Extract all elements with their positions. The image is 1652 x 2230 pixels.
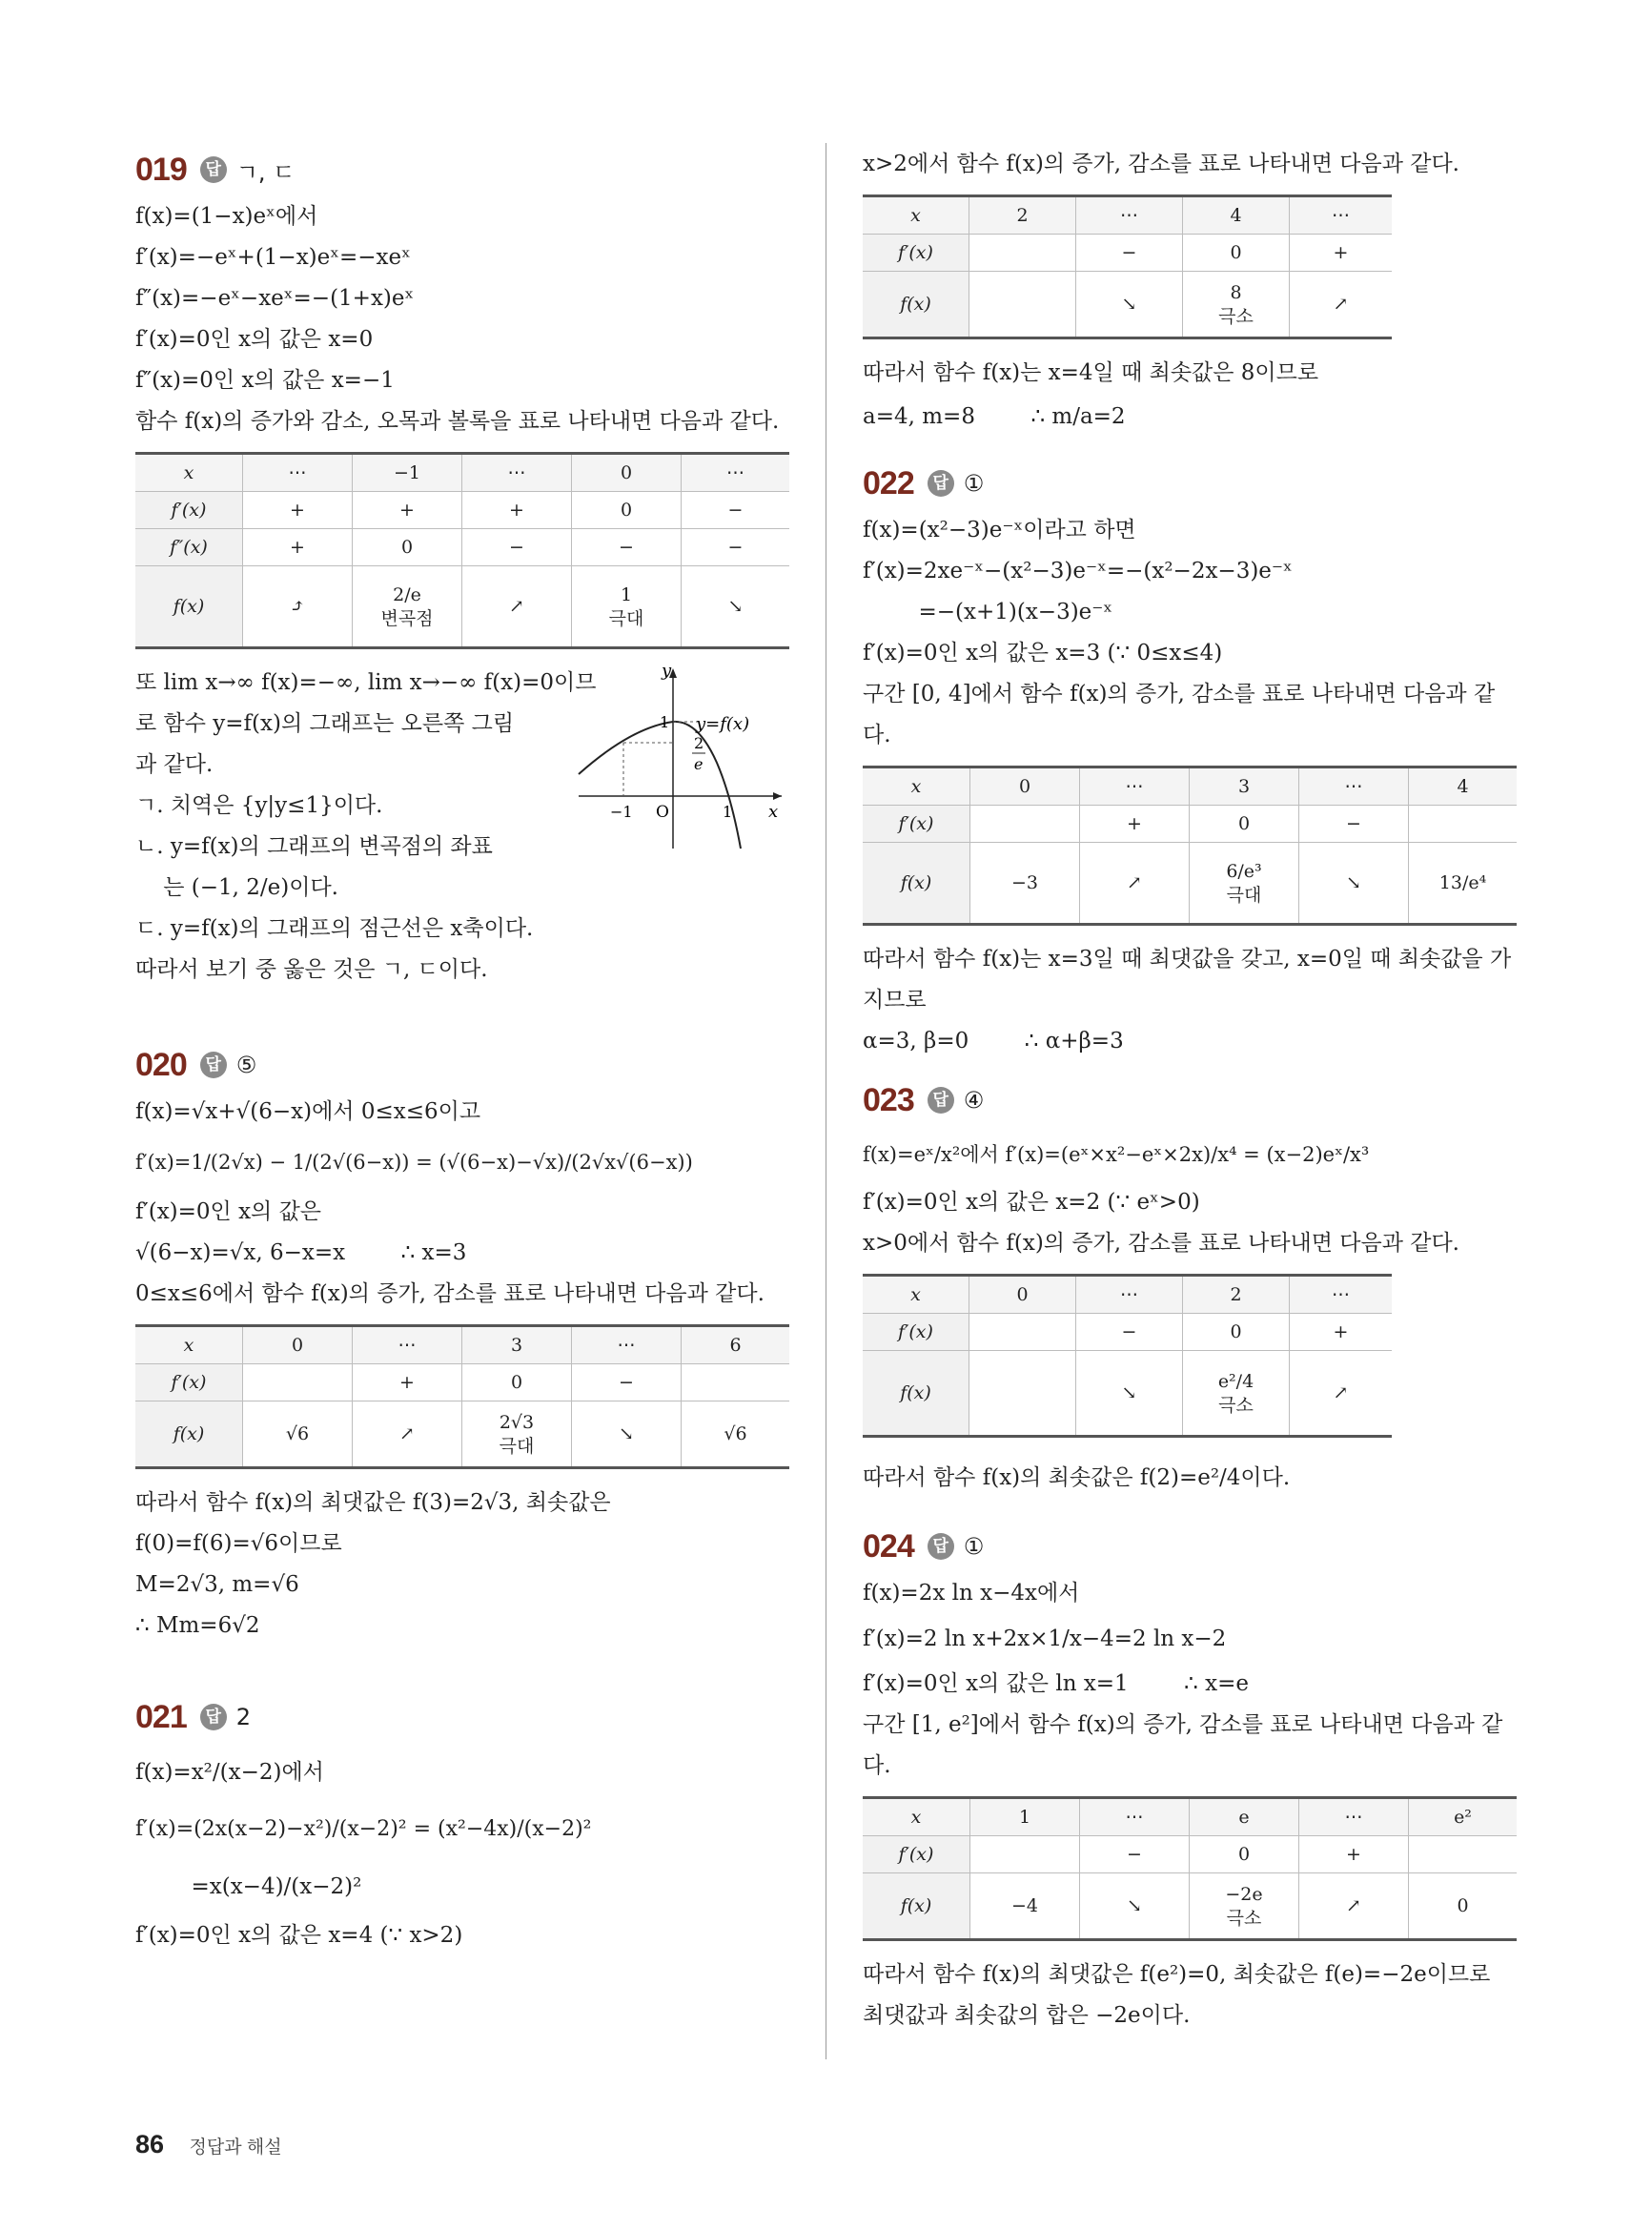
answer-badge: 답 (928, 470, 954, 497)
table-cell (970, 806, 1080, 843)
table-cell: ↘ (682, 566, 790, 648)
cell-value: 2√3 (499, 1412, 535, 1433)
answer-badge: 답 (200, 1052, 227, 1078)
table-cell: 0 (1190, 806, 1299, 843)
problem-number: 020 (135, 1046, 187, 1083)
page-footer (135, 2130, 282, 2159)
line: ㄷ. y=f(x)의 그래프의 점근선은 x축이다. (135, 916, 534, 941)
line: 는 (−1, 2/e)이다. (135, 875, 338, 900)
table-cell: ⋯ (1290, 1276, 1393, 1314)
line: 로 함수 y=f(x)의 그래프는 오른쪽 그림 (135, 711, 515, 736)
table-cell: 0 (462, 1364, 572, 1401)
tick-label: 2 (694, 734, 704, 752)
variation-table (863, 194, 1392, 339)
line: √(6−x)=√x, 6−x=x ∴ x=3 (135, 1240, 467, 1265)
line: f(x)=eˣ/x²에서 f′(x)=(eˣ×x²−eˣ×2x)/x⁴ = (x−2)eˣ/x³ (863, 1143, 1370, 1166)
table-cell: ⤴ (243, 566, 353, 648)
table-cell: ⋯ (572, 1326, 682, 1364)
answer-badge: 답 (928, 1087, 954, 1114)
line: f(x)=√x+√(6−x)에서 0≤x≤6이고 (135, 1099, 481, 1124)
x-label: x (768, 802, 779, 822)
table-cell: √6 (243, 1401, 353, 1468)
answer-text: ① (963, 1533, 985, 1560)
table-cell: 3 (462, 1326, 572, 1364)
paragraph: 0≤x≤6에서 함수 f(x)의 증가, 감소를 표로 나타내면 다음과 같다. (135, 1281, 765, 1306)
line: f′(x)=0인 x의 값은 ln x=1 ∴ x=e (863, 1671, 1249, 1696)
table-cell: − (1299, 806, 1409, 843)
paragraph: 구간 [0, 4]에서 함수 f(x)의 증가, 감소를 표로 나타내면 다음과 같다. (863, 682, 1496, 747)
table-cell: 4 (1409, 767, 1518, 806)
table-cell: 0 (1183, 1314, 1290, 1351)
line: a=4, m=8 ∴ m/a=2 (863, 404, 1126, 429)
answer-badge: 답 (200, 1704, 227, 1730)
table-cell: + (1080, 806, 1190, 843)
table-cell: − (462, 529, 572, 566)
page-number: 86 (135, 2130, 165, 2158)
table-cell: −3 (970, 843, 1080, 925)
table-cell (1409, 1836, 1518, 1873)
table-cell: ↘ (1299, 843, 1409, 925)
table-cell (1409, 806, 1518, 843)
footer-label: 정답과 해설 (189, 2138, 282, 2158)
answer-text: ㄱ, ㄷ (235, 158, 296, 186)
table-cell: − (1076, 1314, 1183, 1351)
table-cell: 0 (353, 529, 462, 566)
variation-table (863, 766, 1517, 926)
problem-header (135, 1690, 789, 1744)
problem-019 (135, 143, 789, 991)
table-cell: x (135, 1326, 243, 1364)
cell-note: 극대 (1226, 885, 1262, 906)
table-cell: ↗ (1290, 1351, 1393, 1437)
cell-note: 극소 (1226, 1908, 1262, 1929)
x-axis-arrow (773, 792, 782, 800)
curve-label: y=f(x) (696, 714, 750, 734)
table-cell: 0 (970, 767, 1080, 806)
table-cell: ⋯ (353, 1326, 462, 1364)
line: f′(x)=(2x(x−2)−x²)/(x−2)² = (x²−4x)/(x−2)² (135, 1817, 592, 1841)
table-cell: f(x) (863, 272, 969, 338)
line: x>2에서 함수 f(x)의 증가, 감소를 표로 나타내면 다음과 같다. (863, 152, 1459, 176)
table-cell: + (243, 529, 353, 566)
table-cell: f(x) (863, 1873, 970, 1940)
paragraph: 따라서 함수 f(x)의 최댓값은 f(e²)=0, 최솟값은 f(e)=−2e이므로 최댓값과 최솟값의 합은 −2e이다. (863, 1962, 1491, 2028)
table-cell: + (353, 492, 462, 529)
table-cell: 2 (969, 196, 1076, 235)
problem-header (863, 457, 1517, 510)
table-cell (682, 1364, 790, 1401)
table-cell: 13/e⁴ (1409, 843, 1518, 925)
table-cell: + (462, 492, 572, 529)
problem-header (135, 1038, 789, 1092)
problem-header (863, 1520, 1517, 1573)
problem-number: 023 (863, 1081, 914, 1118)
table-cell (1183, 1351, 1290, 1437)
table-cell: ⋯ (1076, 1276, 1183, 1314)
line: ㄱ. 치역은 {y|y≤1}이다. (135, 793, 383, 818)
table-cell: ⋯ (243, 454, 353, 492)
line: =−(x+1)(x−3)e⁻ˣ (863, 600, 1113, 624)
cell-value: 1 (620, 584, 633, 605)
table-cell: + (353, 1364, 462, 1401)
table-cell: x (863, 196, 969, 235)
paragraph: 구간 [1, e²]에서 함수 f(x)의 증가, 감소를 표로 나타내면 다음과 같다. (863, 1712, 1503, 1778)
problem-023 (863, 1074, 1517, 1504)
table-cell (969, 1314, 1076, 1351)
table-cell (969, 1351, 1076, 1437)
answer-text: 2 (235, 1704, 252, 1730)
variation-table (135, 1324, 789, 1469)
table-cell: x (863, 1798, 970, 1836)
table-cell: 2 (1183, 1276, 1290, 1314)
line: 또 lim x→∞ f(x)=−∞, lim x→−∞ f(x)=0이므 (135, 670, 597, 695)
line: f′(x)=0인 x의 값은 x=0 (135, 327, 374, 352)
problem-header (863, 1074, 1517, 1127)
table-cell: 0 (572, 454, 682, 492)
line: f′(x)=2xe⁻ˣ−(x²−3)e⁻ˣ=−(x²−2x−3)e⁻ˣ (863, 559, 1293, 583)
table-cell: ⋯ (1080, 1798, 1190, 1836)
problem-021 (135, 1690, 789, 1956)
answer-text: ① (963, 470, 985, 497)
table-cell: ⋯ (462, 454, 572, 492)
table-cell (1183, 272, 1290, 338)
line: 따라서 보기 중 옳은 것은 ㄱ, ㄷ이다. (135, 957, 488, 982)
table-cell: ↗ (462, 566, 572, 648)
table-cell: 0 (1190, 1836, 1299, 1873)
problem-header (135, 143, 789, 196)
line: f′(x)=2 ln x+2x×1/x−4=2 ln x−2 (863, 1626, 1227, 1651)
table-cell: f(x) (863, 1351, 969, 1437)
line: ∴ Mm=6√2 (135, 1613, 260, 1638)
line: f(x)=(x²−3)e⁻ˣ이라고 하면 (863, 518, 1136, 542)
line: 따라서 함수 f(x)는 x=4일 때 최솟값은 8이므로 (863, 360, 1319, 385)
line: α=3, β=0 ∴ α+β=3 (863, 1029, 1124, 1054)
table-cell: − (1080, 1836, 1190, 1873)
table-cell: f(x) (135, 1401, 243, 1468)
line: f′(x)=0인 x의 값은 x=4 (∵ x>2) (135, 1923, 463, 1948)
table-cell: f(x) (863, 843, 970, 925)
table-cell: −1 (353, 454, 462, 492)
answer-badge: 답 (200, 156, 227, 183)
table-cell: 3 (1190, 767, 1299, 806)
table-cell: ↗ (353, 1401, 462, 1468)
line: x>0에서 함수 f(x)의 증가, 감소를 표로 나타내면 다음과 같다. (863, 1231, 1459, 1256)
table-cell: ↘ (1076, 272, 1183, 338)
table-cell: f′(x) (863, 806, 970, 843)
problem-number: 021 (135, 1698, 187, 1735)
paragraph: 함수 f(x)의 증가와 감소, 오목과 볼록을 표로 나타내면 다음과 같다. (135, 409, 780, 434)
table-cell: f(x) (135, 566, 243, 648)
table-cell: ↗ (1080, 843, 1190, 925)
table-cell: + (1290, 1314, 1393, 1351)
table-cell (969, 272, 1076, 338)
tick-label: 1 (723, 803, 733, 821)
table-cell: + (1290, 235, 1393, 272)
line: ㄴ. y=f(x)의 그래프의 변곡점의 좌표 (135, 834, 493, 859)
line: f′(x)=1/(2√x) − 1/(2√(6−x)) = (√(6−x)−√x)/(2√x√(6−x)) (135, 1151, 693, 1174)
table-cell: e (1190, 1798, 1299, 1836)
problem-number: 024 (863, 1527, 914, 1565)
table-cell: 1 (970, 1798, 1080, 1836)
table-cell: ⋯ (1299, 1798, 1409, 1836)
line: 따라서 함수 f(x)의 최댓값은 f(3)=2√3, 최솟값은 (135, 1490, 611, 1515)
table-cell (969, 235, 1076, 272)
line: f(0)=f(6)=√6이므로 (135, 1531, 342, 1556)
table-cell: 0 (1409, 1873, 1518, 1940)
cell-note: 변곡점 (380, 608, 434, 629)
problem-number: 019 (135, 151, 187, 188)
left-column (135, 143, 789, 1956)
table-cell: x (863, 767, 970, 806)
curve (579, 722, 741, 849)
cell-note: 극대 (608, 608, 644, 629)
cell-value: 6/e³ (1226, 861, 1262, 882)
table-cell (353, 566, 462, 648)
problem-020 (135, 1038, 789, 1647)
cell-note: 극소 (1218, 1395, 1254, 1416)
explanation-with-graph (135, 663, 789, 991)
line: f″(x)=0인 x의 값은 x=−1 (135, 368, 395, 393)
table-cell (243, 1364, 353, 1401)
table-cell: x (135, 454, 243, 492)
tick-label: 1 (660, 713, 670, 731)
table-cell: f′(x) (863, 235, 969, 272)
problem-024 (863, 1520, 1517, 2036)
line: f′(x)=0인 x의 값은 x=2 (∵ eˣ>0) (863, 1190, 1200, 1215)
y-label: y (662, 663, 672, 681)
line: f(x)=(1−x)eˣ에서 (135, 204, 318, 229)
table-cell: − (572, 1364, 682, 1401)
variation-table (863, 1796, 1517, 1941)
variation-table (863, 1274, 1392, 1438)
line: f′(x)=0인 x의 값은 (135, 1199, 322, 1224)
table-cell: ↘ (572, 1401, 682, 1468)
problem-number: 022 (863, 464, 914, 501)
table-cell: − (1076, 235, 1183, 272)
table-cell (1190, 1873, 1299, 1940)
paragraph: 따라서 함수 f(x)는 x=3일 때 최댓값을 갖고, x=0일 때 최솟값을 가지므로 (863, 947, 1512, 1013)
table-cell: ↘ (1080, 1873, 1190, 1940)
table-cell: 0 (969, 1276, 1076, 1314)
line: f′(x)=−eˣ+(1−x)eˣ=−xeˣ (135, 245, 411, 270)
right-column (863, 143, 1517, 2036)
table-cell: 0 (243, 1326, 353, 1364)
table-cell: x (863, 1276, 969, 1314)
origin-label: O (656, 803, 669, 822)
table-cell: f′(x) (863, 1314, 969, 1351)
table-cell: ⋯ (1299, 767, 1409, 806)
table-cell: − (572, 529, 682, 566)
line: 과 같다. (135, 752, 214, 777)
cell-value: 2/e (393, 584, 421, 605)
table-cell: f′(x) (135, 1364, 243, 1401)
tick-label: −1 (610, 803, 633, 821)
table-cell: √6 (682, 1401, 790, 1468)
table-cell (970, 1836, 1080, 1873)
line: M=2√3, m=√6 (135, 1572, 299, 1597)
table-cell: ⋯ (1290, 196, 1393, 235)
table-cell: 6 (682, 1326, 790, 1364)
line: =x(x−4)/(x−2)² (135, 1874, 362, 1899)
table-cell: + (1299, 1836, 1409, 1873)
problem-021-continued (863, 143, 1517, 440)
table-cell: f′(x) (863, 1836, 970, 1873)
table-cell (462, 1401, 572, 1468)
table-cell: ↘ (1076, 1351, 1183, 1437)
answer-badge: 답 (928, 1533, 954, 1560)
cell-value: e²/4 (1217, 1371, 1254, 1392)
answer-text: ④ (963, 1087, 985, 1114)
table-cell: ↗ (1290, 272, 1393, 338)
line: 따라서 함수 f(x)의 최솟값은 f(2)=e²/4이다. (863, 1465, 1291, 1490)
function-graph (574, 663, 784, 853)
table-cell: ↗ (1299, 1873, 1409, 1940)
table-cell: 0 (1183, 235, 1290, 272)
table-cell: − (682, 492, 790, 529)
table-cell (572, 566, 682, 648)
problem-022 (863, 457, 1517, 1062)
table-cell: ⋯ (1080, 767, 1190, 806)
tick-label: e (694, 755, 704, 773)
table-cell (1190, 843, 1299, 925)
answer-text: ⑤ (235, 1052, 257, 1078)
cell-note: 극대 (499, 1436, 535, 1457)
table-cell: − (682, 529, 790, 566)
table-cell: e² (1409, 1798, 1518, 1836)
line: f″(x)=−eˣ−xeˣ=−(1+x)eˣ (135, 286, 415, 311)
cell-value: −2e (1225, 1884, 1263, 1905)
line: f(x)=x²/(x−2)에서 (135, 1760, 324, 1785)
table-cell: f′(x) (135, 492, 243, 529)
table-cell: f″(x) (135, 529, 243, 566)
cell-value: 8 (1230, 282, 1242, 303)
variation-table (135, 452, 789, 649)
line: f′(x)=0인 x의 값은 x=3 (∵ 0≤x≤4) (863, 641, 1223, 665)
line: f(x)=2x ln x−4x에서 (863, 1581, 1080, 1606)
table-cell: 4 (1183, 196, 1290, 235)
table-cell: + (243, 492, 353, 529)
table-cell: ⋯ (1076, 196, 1183, 235)
table-cell: ⋯ (682, 454, 790, 492)
cell-note: 극소 (1218, 306, 1254, 327)
table-cell: 0 (572, 492, 682, 529)
table-cell: −4 (970, 1873, 1080, 1940)
